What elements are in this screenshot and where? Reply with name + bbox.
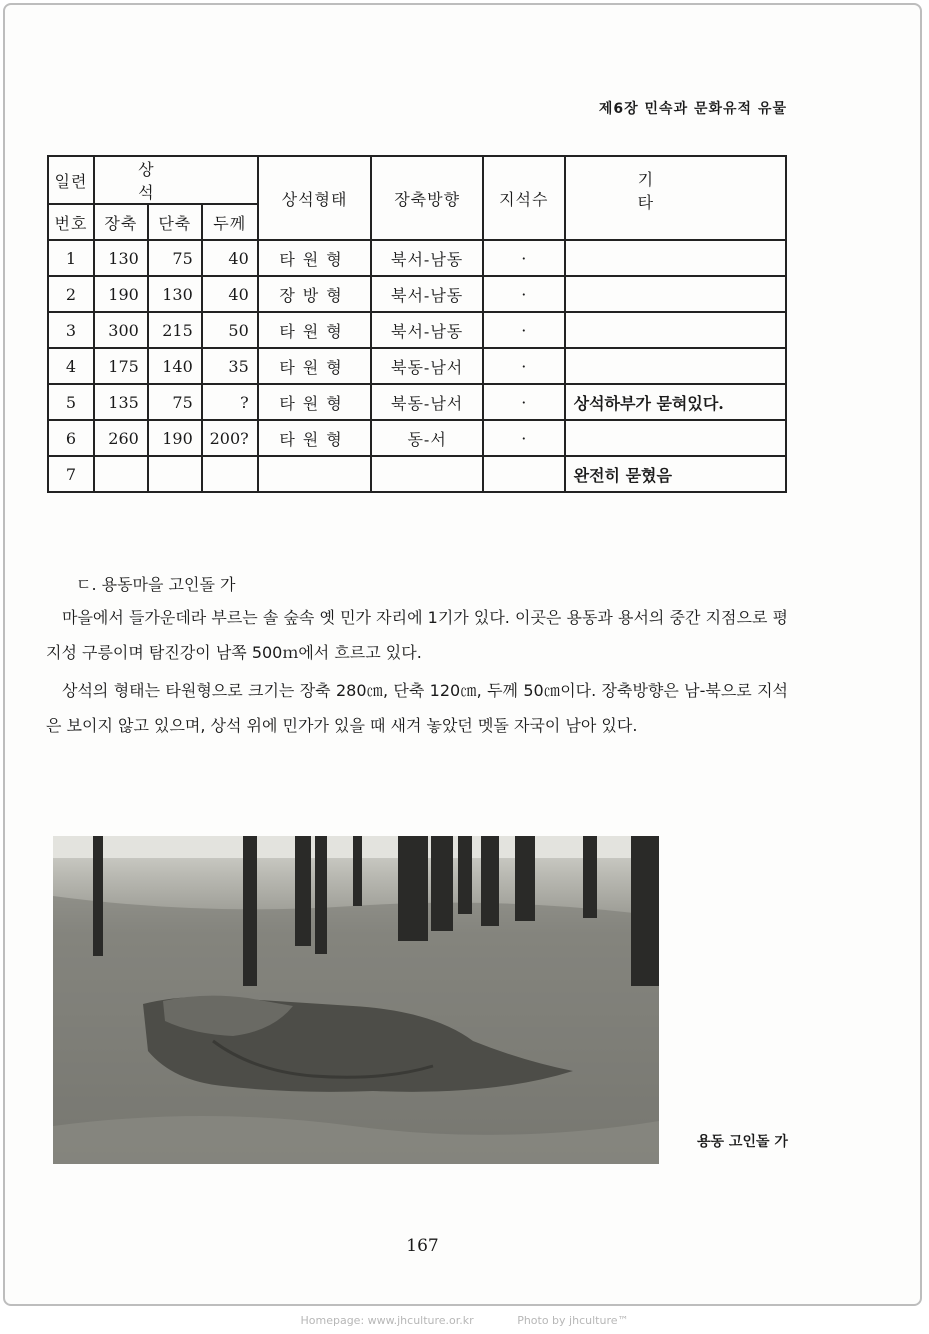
cell-long: 175 (94, 348, 148, 384)
cell-shape: 타원형 (258, 420, 372, 456)
header-thick: 두께 (202, 204, 258, 240)
header-shape: 상석형태 (258, 156, 372, 240)
section-title: ㄷ. 용동마을 고인돌 가 (76, 575, 236, 594)
header-direction: 장축방향 (371, 156, 483, 240)
table-row (48, 456, 786, 492)
header-etc: 기 타 (565, 156, 786, 240)
cell-short: 75 (148, 240, 202, 276)
cell-no: 1 (48, 240, 94, 276)
cell-thick: 50 (202, 312, 258, 348)
cell-long: 260 (94, 420, 148, 456)
cell-no: 4 (48, 348, 94, 384)
cell-shape: 타원형 (258, 348, 372, 384)
cell-long (94, 456, 148, 492)
cell-long: 190 (94, 276, 148, 312)
footer-photo-credit: Photo by jhculture™ (517, 1314, 629, 1327)
dolmen-table (47, 155, 787, 493)
cell-direction: 북서-남동 (371, 240, 483, 276)
paragraph-location (46, 600, 788, 670)
cell-no: 7 (48, 456, 94, 492)
header-serial-top: 일련 (48, 156, 94, 204)
cell-supports: · (483, 276, 565, 312)
table-row (48, 240, 786, 276)
table-row (48, 420, 786, 456)
footer (0, 1314, 929, 1327)
chapter-header: 제6장 민속과 문화유적 유물 (598, 101, 787, 117)
cell-supports: · (483, 240, 565, 276)
cell-thick: 35 (202, 348, 258, 384)
cell-long: 130 (94, 240, 148, 276)
cell-short: 215 (148, 312, 202, 348)
cell-direction: 북서-남동 (371, 276, 483, 312)
cell-short: 130 (148, 276, 202, 312)
cell-supports: · (483, 420, 565, 456)
cell-short: 75 (148, 384, 202, 420)
photo-caption: 용동 고인돌 가 (697, 1134, 788, 1150)
cell-direction: 북동-남서 (371, 384, 483, 420)
cell-supports: · (483, 312, 565, 348)
cell-supports: · (483, 384, 565, 420)
table-row (48, 348, 786, 384)
cell-note (565, 348, 786, 384)
page-number: 167 (406, 1236, 439, 1256)
dolmen-photo-image (53, 836, 659, 1164)
cell-direction: 동-서 (371, 420, 483, 456)
footer-homepage: Homepage: www.jhculture.or.kr (300, 1314, 474, 1327)
cell-supports (483, 456, 565, 492)
cell-note (565, 312, 786, 348)
table-row (48, 312, 786, 348)
cell-direction: 북서-남동 (371, 312, 483, 348)
cell-short: 140 (148, 348, 202, 384)
header-serial-bottom: 번호 (48, 204, 94, 240)
cell-no: 5 (48, 384, 94, 420)
cell-shape: 타원형 (258, 240, 372, 276)
cell-supports: · (483, 348, 565, 384)
cell-direction (371, 456, 483, 492)
cell-shape: 장방형 (258, 276, 372, 312)
cell-short (148, 456, 202, 492)
header-short: 단축 (148, 204, 202, 240)
cell-note: 상석하부가 묻혀있다. (565, 384, 786, 420)
table-row (48, 384, 786, 420)
paragraph-description (46, 673, 788, 743)
cell-long: 135 (94, 384, 148, 420)
cell-short: 190 (148, 420, 202, 456)
header-supports: 지석수 (483, 156, 565, 240)
paragraph-location-text: 마을에서 들가운데라 부르는 솔 숲속 옛 민가 자리에 1기가 있다. 이곳은 용동과 용서의 중간 지점으로 평지성 구릉이며 탐진강이 남쪽 500ｍ에서 흐르고 있다. (46, 608, 788, 662)
cell-note (565, 240, 786, 276)
dolmen-photo (53, 836, 659, 1164)
table-header-row-1 (48, 156, 786, 204)
cell-thick: 200? (202, 420, 258, 456)
cell-thick: 40 (202, 240, 258, 276)
cell-no: 2 (48, 276, 94, 312)
cell-long: 300 (94, 312, 148, 348)
cell-no: 6 (48, 420, 94, 456)
cell-thick: ? (202, 384, 258, 420)
cell-no: 3 (48, 312, 94, 348)
cell-direction: 북동-남서 (371, 348, 483, 384)
cell-note (565, 276, 786, 312)
table-row (48, 276, 786, 312)
cell-shape (258, 456, 372, 492)
header-sangseok: 상 석 (94, 156, 258, 204)
paragraph-description-text: 상석의 형태는 타원형으로 크기는 장축 280㎝, 단축 120㎝, 두께 50㎝이다. 장축방향은 남-북으로 지석은 보이지 않고 있으며, 상석 위에 민가가 있을 때 새겨 놓았던 멧돌 자국이 남아 있다. (46, 681, 788, 735)
cell-shape: 타원형 (258, 312, 372, 348)
cell-thick: 40 (202, 276, 258, 312)
cell-thick (202, 456, 258, 492)
cell-note (565, 420, 786, 456)
header-long: 장축 (94, 204, 148, 240)
cell-note: 완전히 묻혔음 (565, 456, 786, 492)
cell-shape: 타원형 (258, 384, 372, 420)
